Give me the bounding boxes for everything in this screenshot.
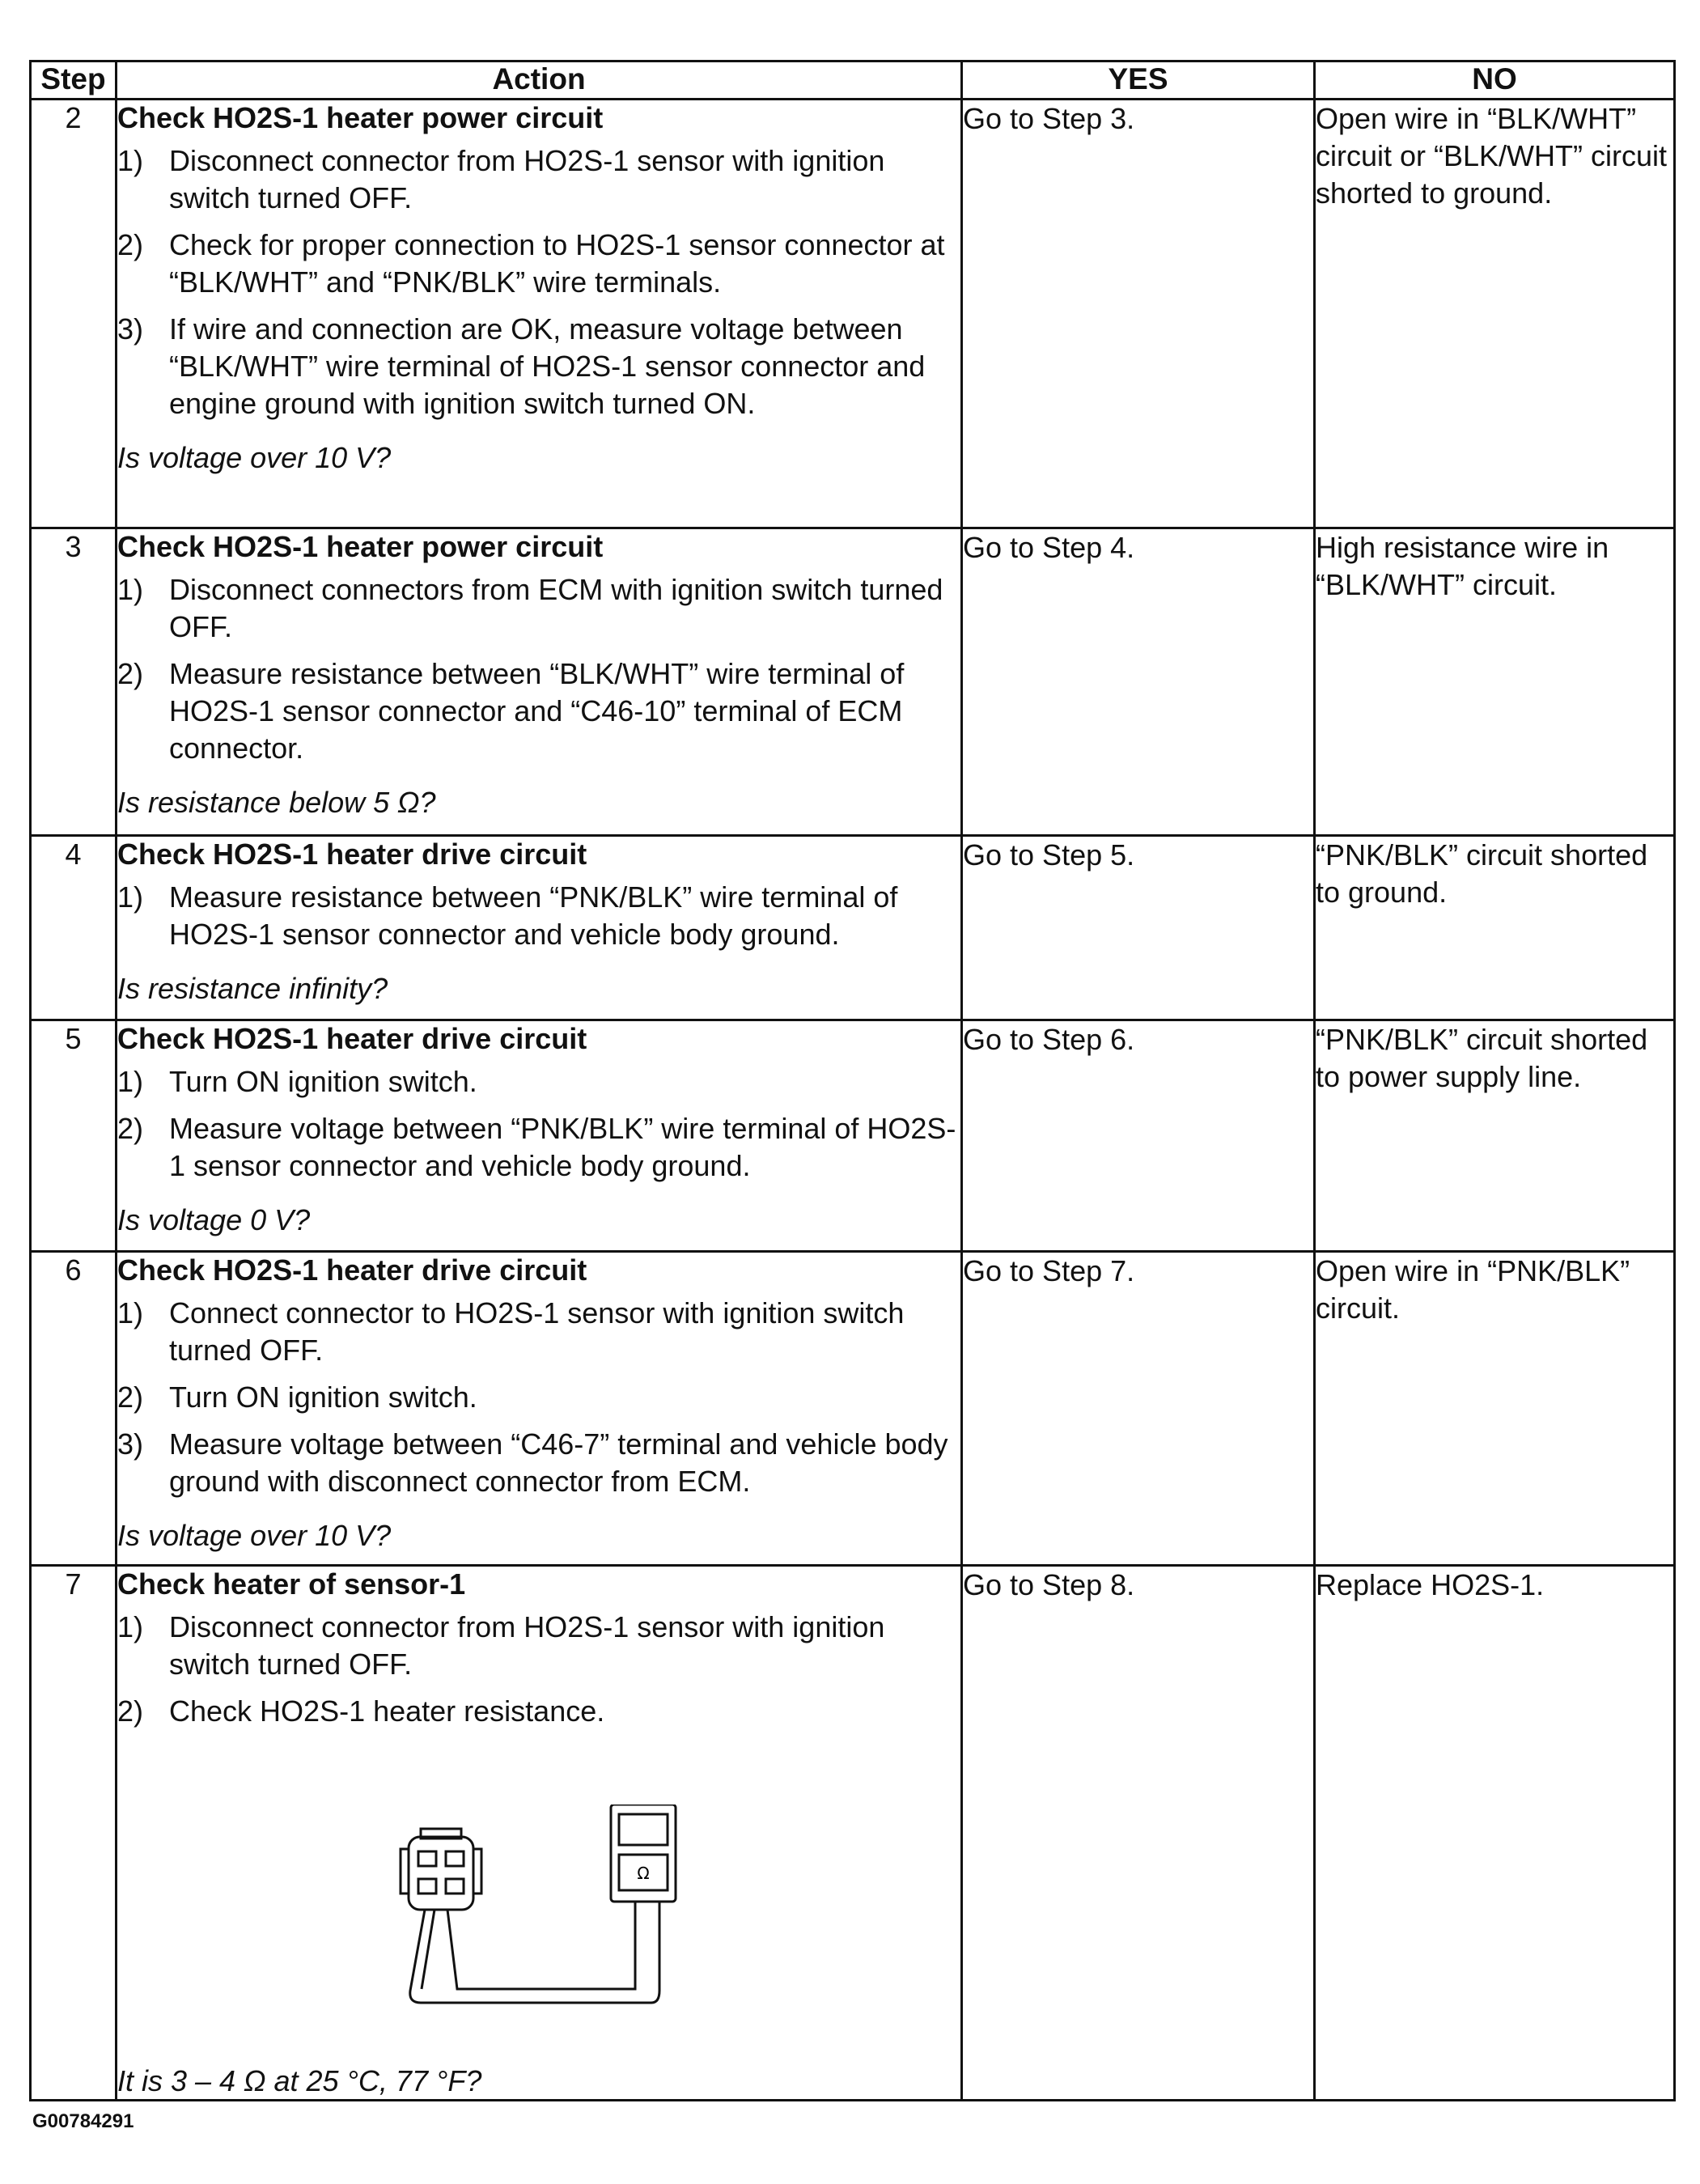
- item-text: Disconnect connector from HO2S-1 sensor with ignition switch turned OFF.: [169, 1610, 885, 1681]
- list-item: [117, 142, 960, 217]
- list-item: [117, 1295, 960, 1369]
- item-text: Measure voltage between “PNK/BLK” wire terminal of HO2S-1 sensor connector and vehicle body ground.: [169, 1112, 956, 1182]
- action-question: Is resistance below 5 Ω?: [117, 786, 436, 819]
- item-number: 2): [117, 1694, 144, 1728]
- step-number: 7: [31, 1566, 117, 2101]
- table-row: [31, 1252, 1675, 1566]
- action-question: Is voltage over 10 V?: [117, 1519, 392, 1552]
- yes-cell: Go to Step 7.: [962, 1252, 1315, 1566]
- table-row: [31, 836, 1675, 1020]
- ohmmeter-diagram: [117, 1740, 960, 2063]
- action-cell: [117, 836, 962, 1020]
- diagnostic-table: [29, 60, 1676, 2101]
- item-text: Turn ON ignition switch.: [169, 1065, 477, 1098]
- step-number: 2: [31, 100, 117, 528]
- item-number: 1): [117, 573, 144, 606]
- item-number: 1): [117, 1065, 144, 1098]
- no-cell: High resistance wire in “BLK/WHT” circuit.: [1315, 528, 1675, 836]
- item-text: Check for proper connection to HO2S-1 sensor connector at “BLK/WHT” and “PNK/BLK” wire terminals.: [169, 228, 945, 299]
- action-steps: [117, 1609, 960, 1730]
- action-title: Check HO2S-1 heater power circuit: [117, 530, 604, 563]
- action-question: Is voltage over 10 V?: [117, 441, 392, 474]
- item-text: Check HO2S-1 heater resistance.: [169, 1694, 605, 1728]
- header-action: Action: [117, 61, 962, 100]
- figure-code: G00784291: [32, 2110, 134, 2132]
- item-number: 3): [117, 312, 144, 346]
- item-number: 2): [117, 1112, 144, 1145]
- list-item: [117, 1063, 960, 1100]
- header-step: Step: [31, 61, 117, 100]
- step-number: 3: [31, 528, 117, 836]
- action-title: Check HO2S-1 heater drive circuit: [117, 1253, 587, 1287]
- yes-cell: Go to Step 8.: [962, 1566, 1315, 2101]
- item-number: 2): [117, 228, 144, 261]
- no-cell: Replace HO2S-1.: [1315, 1566, 1675, 2101]
- ohmmeter-connector-illustration: [392, 1804, 684, 2023]
- list-item: [117, 571, 960, 646]
- item-number: 1): [117, 1610, 144, 1643]
- list-item: [117, 1609, 960, 1683]
- header-no: NO: [1315, 61, 1675, 100]
- action-steps: [117, 571, 960, 767]
- step-number: 6: [31, 1252, 117, 1566]
- item-text: Measure resistance between “PNK/BLK” wire terminal of HO2S-1 sensor connector and vehicle body ground.: [169, 880, 898, 951]
- header-row: [31, 61, 1675, 100]
- action-question: Is voltage 0 V?: [117, 1203, 311, 1236]
- no-cell: “PNK/BLK” circuit shorted to ground.: [1315, 836, 1675, 1020]
- action-title: Check HO2S-1 heater drive circuit: [117, 1022, 587, 1055]
- no-cell: Open wire in “BLK/WHT” circuit or “BLK/WHT” circuit shorted to ground.: [1315, 100, 1675, 528]
- no-cell: “PNK/BLK” circuit shorted to power supply line.: [1315, 1020, 1675, 1252]
- yes-cell: Go to Step 6.: [962, 1020, 1315, 1252]
- item-text: Turn ON ignition switch.: [169, 1380, 477, 1414]
- meter-omega-label: Ω: [637, 1864, 650, 1883]
- item-number: 2): [117, 657, 144, 690]
- action-title: Check HO2S-1 heater power circuit: [117, 101, 604, 134]
- yes-cell: Go to Step 5.: [962, 836, 1315, 1020]
- action-cell: [117, 1566, 962, 2101]
- step-number: 5: [31, 1020, 117, 1252]
- list-item: [117, 1693, 960, 1730]
- list-item: [117, 655, 960, 767]
- action-cell: [117, 1252, 962, 1566]
- action-cell: [117, 528, 962, 836]
- item-text: Measure resistance between “BLK/WHT” wire terminal of HO2S-1 sensor connector and “C46-10” terminal of ECM connector.: [169, 657, 905, 765]
- action-steps: [117, 142, 960, 422]
- step-number: 4: [31, 836, 117, 1020]
- item-text: Disconnect connectors from ECM with ignition switch turned OFF.: [169, 573, 943, 643]
- action-title: Check heater of sensor-1: [117, 1567, 466, 1601]
- table-row: [31, 528, 1675, 836]
- item-text: Measure voltage between “C46-7” terminal and vehicle body ground with disconnect connector from ECM.: [169, 1427, 948, 1498]
- action-cell: [117, 1020, 962, 1252]
- item-text: Connect connector to HO2S-1 sensor with ignition switch turned OFF.: [169, 1296, 905, 1367]
- list-item: [117, 227, 960, 301]
- table-row: [31, 100, 1675, 528]
- item-number: 3): [117, 1427, 144, 1461]
- table-row: [31, 1566, 1675, 2101]
- action-question: Is resistance infinity?: [117, 972, 388, 1005]
- item-text: Disconnect connector from HO2S-1 sensor with ignition switch turned OFF.: [169, 144, 885, 214]
- yes-cell: Go to Step 3.: [962, 100, 1315, 528]
- action-steps: [117, 1063, 960, 1185]
- action-question: It is 3 – 4 Ω at 25 °C, 77 °F?: [117, 2064, 482, 2097]
- item-number: 1): [117, 1296, 144, 1329]
- item-text: If wire and connection are OK, measure voltage between “BLK/WHT” wire terminal of HO2S-1 sensor connector and engine ground with ignition switch turned ON.: [169, 312, 926, 420]
- item-number: 1): [117, 880, 144, 914]
- list-item: [117, 879, 960, 953]
- list-item: [117, 1110, 960, 1185]
- table-row: [31, 1020, 1675, 1252]
- action-title: Check HO2S-1 heater drive circuit: [117, 838, 587, 871]
- item-number: 2): [117, 1380, 144, 1414]
- list-item: [117, 311, 960, 422]
- header-yes: YES: [962, 61, 1315, 100]
- yes-cell: Go to Step 4.: [962, 528, 1315, 836]
- list-item: [117, 1379, 960, 1416]
- item-number: 1): [117, 144, 144, 177]
- action-cell: [117, 100, 962, 528]
- action-steps: [117, 879, 960, 953]
- action-steps: [117, 1295, 960, 1500]
- no-cell: Open wire in “PNK/BLK” circuit.: [1315, 1252, 1675, 1566]
- list-item: [117, 1426, 960, 1500]
